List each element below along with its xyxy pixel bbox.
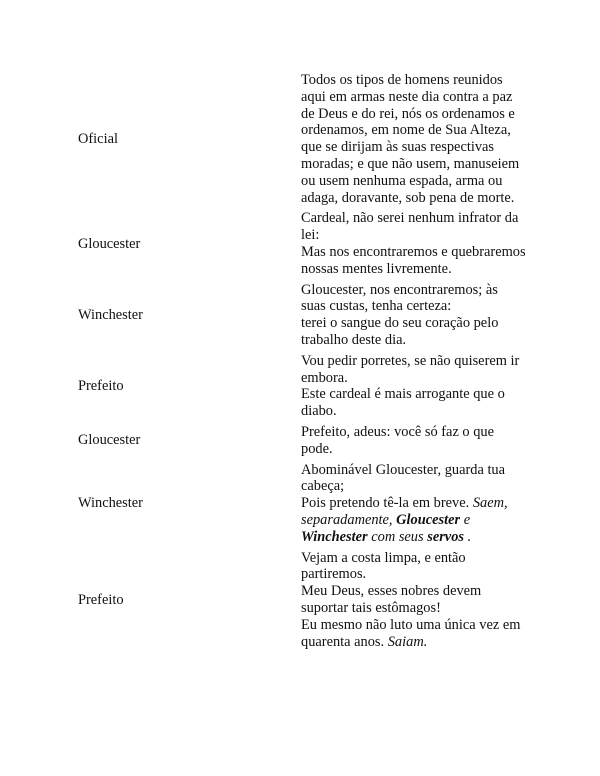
speech-line: terei o sangue do seu coração pelo trabalho deste dia. [301, 315, 499, 348]
stage-direction-text: Saem, separadamente, [301, 495, 508, 528]
speech-fragment: Pois pretendo tê-la em breve. [301, 495, 470, 512]
speech-line: Cardeal, não serei nenhum infrator da lei: [301, 210, 519, 244]
speaker-name: Gloucester [78, 235, 141, 252]
dialogue-row [78, 462, 538, 546]
speech-line: Prefeito, adeus: você só faz o que pode. [301, 423, 495, 457]
speech-line [301, 617, 526, 651]
stage-direction-text: com seus [371, 528, 424, 545]
dialogue-row [78, 424, 538, 458]
stage-direction-character: Winchester [301, 528, 368, 545]
speaker-name: Prefeito [78, 377, 124, 394]
speech-text [301, 282, 526, 349]
speaker-name: Oficial [78, 130, 118, 147]
speech-fragment: Eu mesmo não luto uma única vez em quarenta anos. [301, 616, 521, 650]
speaker-name: Winchester [78, 495, 143, 512]
stage-direction-text: e [463, 511, 471, 528]
speech-line: Abominável Gloucester, guarda tua cabeça; [301, 461, 506, 495]
dialogue-row [78, 72, 538, 206]
dialogue-table [78, 72, 538, 654]
speech-line: Meu Deus, esses nobres devem suportar tais estômagos! [301, 583, 482, 616]
speech-line: Todos os tipos de homens reunidos aqui em armas neste dia contra a paz de Deus e do rei, nós os ordenamos e ordenamos, em nome de Sua Alteza, que se dirijam às suas respectivas moradas; e que não usem, manuseiem ou usem nenhuma espada, arma ou adaga, doravante, sob pena de morte. [301, 72, 520, 206]
speaker-name: Prefeito [78, 591, 124, 608]
stage-direction-character: servos [427, 528, 464, 545]
speaker-name: Winchester [78, 306, 143, 323]
speech-text [301, 424, 526, 458]
stage-direction-end: . [467, 528, 472, 545]
speaker-name: Gloucester [78, 432, 141, 449]
speech-line: Vou pedir porretes, se não quiserem ir embora. [301, 352, 520, 386]
dialogue-row [78, 353, 538, 420]
speech-text [301, 550, 526, 651]
speech-line: Gloucester, nos encontraremos; às suas custas, tenha certeza: [301, 281, 498, 315]
speech-text [301, 210, 526, 277]
speech-line [301, 495, 526, 545]
dialogue-row [78, 282, 538, 349]
speech-line: Mas nos encontraremos e quebraremos nossas mentes livremente. [301, 243, 526, 277]
speech-line: Este cardeal é mais arrogante que o diabo. [301, 386, 505, 420]
speech-text [301, 353, 526, 420]
speech-text [301, 462, 526, 546]
dialogue-row [78, 550, 538, 651]
dialogue-row [78, 210, 538, 277]
stage-direction: Saiam. [387, 633, 428, 650]
speech-text [301, 72, 526, 206]
speech-line: Vejam a costa limpa, e então partiremos. [301, 549, 466, 583]
stage-direction-character: Gloucester [396, 511, 461, 528]
